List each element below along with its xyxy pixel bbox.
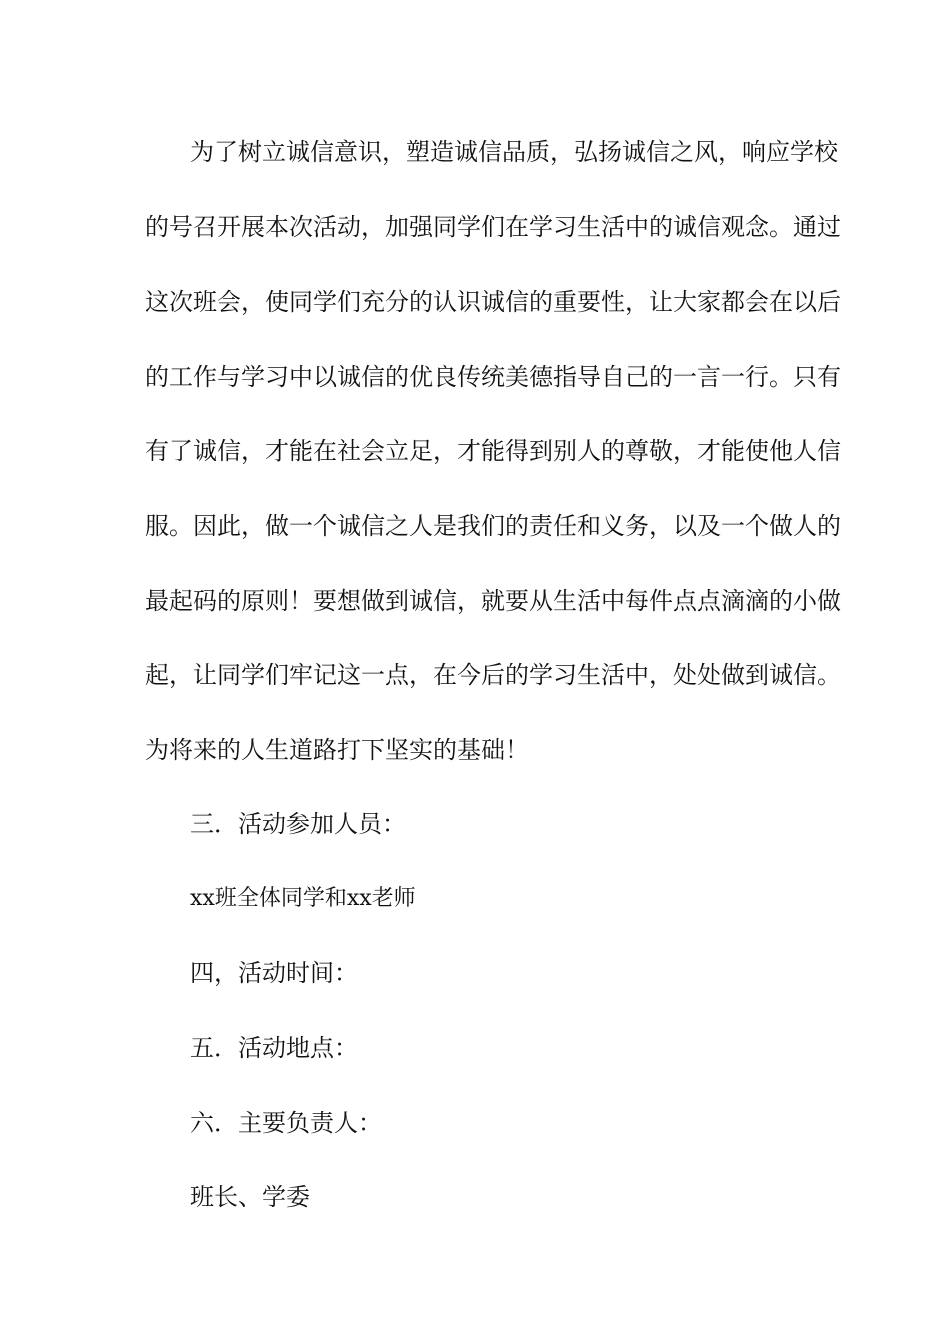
paragraph-line-8: 起，让同学们牢记这一点，在今后的学习生活中，处处做到诚信。 [145,661,841,689]
section-time-heading: 四，活动时间： [190,959,358,987]
paragraph-line-7: 最起码的原则！要想做到诚信，就要从生活中每件点点滴滴的小做 [145,587,841,615]
paragraph-line-1: 为了树立诚信意识，塑造诚信品质，弘扬诚信之风，响应学校 [190,138,838,166]
section-participants-value: xx班全体同学和xx老师 [190,886,416,911]
paragraph-line-2: 的号召开展本次活动，加强同学们在学习生活中的诚信观念。通过 [145,213,841,241]
section-location-heading: 五．活动地点： [190,1034,358,1062]
paragraph-line-5: 有了诚信，才能在社会立足，才能得到别人的尊敬，才能使他人信 [145,437,841,465]
paragraph-line-9: 为将来的人生道路打下坚实的基础！ [145,736,529,764]
paragraph-line-4: 的工作与学习中以诚信的优良传统美德指导自己的一言一行。只有 [145,363,841,391]
section-responsible-heading: 六．主要负责人： [190,1109,382,1137]
section-responsible-value: 班长、学委 [190,1183,310,1211]
section-participants-heading: 三．活动参加人员： [190,810,406,838]
paragraph-line-3: 这次班会，使同学们充分的认识诚信的重要性，让大家都会在以后 [145,288,841,316]
paragraph-line-6: 服。因此，做一个诚信之人是我们的责任和义务，以及一个做人的 [145,512,841,540]
